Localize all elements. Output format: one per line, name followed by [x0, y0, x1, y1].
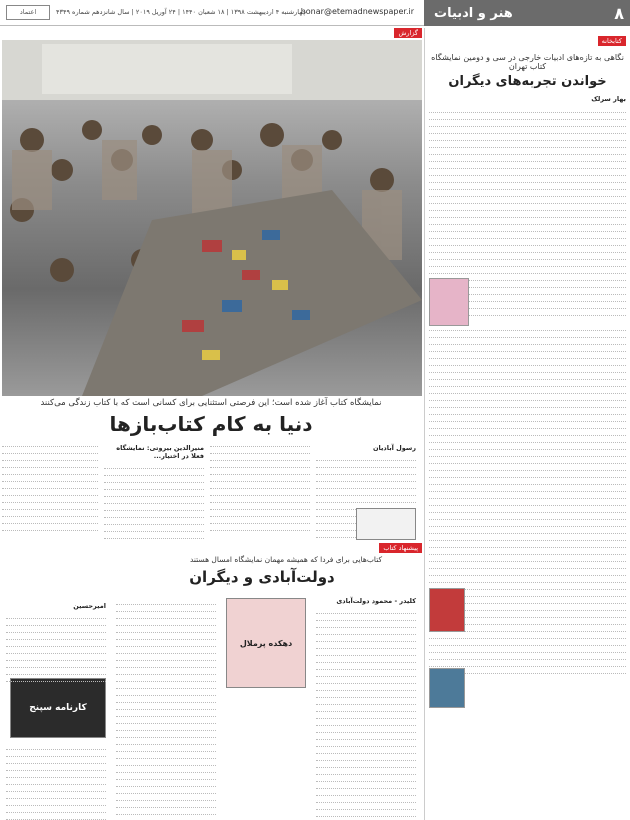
main-area — [0, 28, 422, 820]
book-cover-thumb — [429, 588, 465, 632]
section-title: هنر و ادبیات — [434, 5, 513, 21]
page-number: ۸ — [614, 3, 624, 23]
report-kicker: گزارش — [394, 28, 422, 38]
suggest-kicker: پیشنهاد کتاب — [379, 543, 422, 553]
right-headline: خواندن تجربه‌های دیگران — [448, 74, 607, 89]
masthead — [0, 0, 630, 26]
dateline: چهارشنبه ۴ اردیبهشت ۱۳۹۸ | ۱۸ شعبان ۱۴۴۰ | ۲۴ آوریل ۲۰۱۹ | سال شانزدهم شماره ۴۳۴۹ — [56, 8, 307, 16]
main-headline: دنیا به کام کتاب‌بازها — [109, 412, 313, 436]
suggest-column — [116, 598, 216, 820]
suggest-column — [316, 593, 416, 820]
email-link[interactable]: honar@etemadnewspaper.ir — [300, 7, 414, 16]
suggest-headline: دولت‌آبادی و دیگران — [189, 568, 335, 586]
right-deck: نگاهی به تازه‌های ادبیات خارجی در سی و دومین نمایشگاه کتاب تهران — [431, 53, 624, 71]
suggest-column — [6, 598, 106, 682]
article-subhead: منیرالدین بیروتی: نمایشگاه فعلا در اختیار... — [116, 444, 204, 460]
book-cover: کارنامه سپنج — [10, 678, 106, 738]
suggest-column — [6, 743, 106, 820]
book-cover-thumb — [429, 668, 465, 708]
article-column — [2, 440, 98, 531]
suggest-deck: کتاب‌هایی برای فردا که همیشه مهمان نمایشگاه امسال هستند — [189, 555, 383, 564]
book-cover: دهکده پرملال — [226, 598, 306, 688]
article-column — [210, 440, 310, 531]
right-kicker: کتابخانه — [598, 36, 626, 46]
main-deck: نمایشگاه کتاب آغاز شده است؛ این فرصتی استثنایی برای کسانی است که با کتاب زندگی می‌کنند — [40, 398, 382, 408]
right-byline: بهار سرلک — [591, 95, 626, 103]
right-column — [424, 28, 630, 820]
article-column — [104, 440, 204, 539]
book-cover-thumb — [429, 278, 469, 326]
article-byline: رسول آبادیان — [373, 444, 416, 452]
newspaper-logo: اعتماد — [6, 5, 50, 20]
section-block — [424, 0, 630, 26]
inline-photo — [356, 508, 416, 540]
book-title: کلیدر - محمود دولت‌آبادی — [336, 597, 416, 605]
book-title: امیرحسین — [73, 602, 106, 610]
book-fair-photo — [2, 40, 422, 396]
